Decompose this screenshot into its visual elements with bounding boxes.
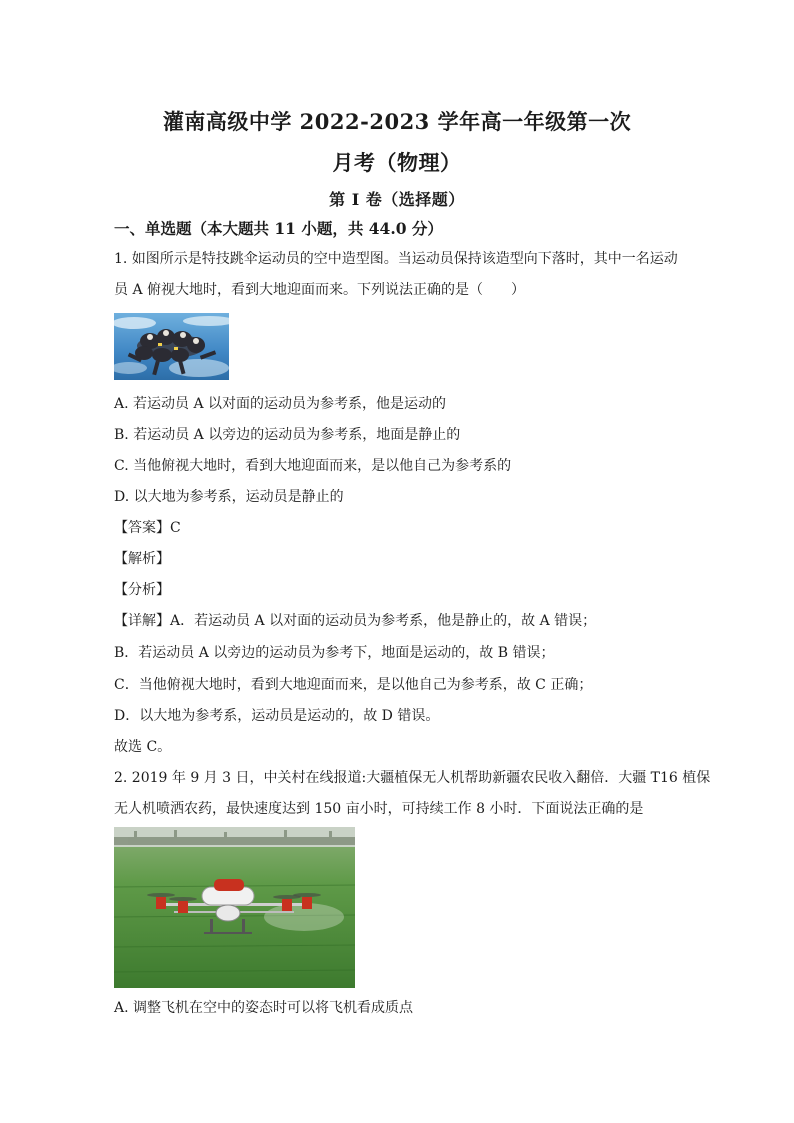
- q1-answer: 【答案】C: [114, 520, 181, 536]
- exam-title-line2: 月考（物理）: [332, 150, 462, 175]
- q2-option-a: A. 调整飞机在空中的姿态时可以将飞机看成质点: [114, 1000, 414, 1016]
- q1-stem-line1: 1. 如图所示是特技跳伞运动员的空中造型图。当运动员保持该造型向下落时，其中一名运动: [114, 251, 678, 267]
- agricultural-drone-image: [114, 827, 355, 988]
- exam-title-line1: 灌南高级中学 2022-2023 学年高一年级第一次: [162, 109, 632, 134]
- q2-stem-line1: 2. 2019 年 9 月 3 日，中关村在线报道:大疆植保无人机帮助新疆农民收入翻倍．大疆 T16 植保: [114, 770, 711, 786]
- q1-fenxi-label: 【分析】: [114, 582, 170, 598]
- q1-option-d: D. 以大地为参考系，运动员是静止的: [114, 489, 344, 505]
- q1-option-b: B. 若运动员 A 以旁边的运动员为参考系，地面是静止的: [114, 427, 461, 443]
- q1-stem-line2: 员 A 俯视大地时，看到大地迎面而来。下列说法正确的是（ ）: [114, 282, 526, 298]
- q1-option-c: C. 当他俯视大地时，看到大地迎面而来，是以他自己为参考系的: [114, 458, 512, 474]
- skydivers-formation-image: [114, 313, 229, 380]
- q1-option-a: A. 若运动员 A 以对面的运动员为参考系，他是运动的: [114, 396, 447, 412]
- q1-detail-c: C．当他俯视大地时，看到大地迎面而来，是以他自己为参考系，故 C 正确；: [114, 677, 593, 693]
- q1-detail-d: D．以大地为参考系，运动员是运动的，故 D 错误。: [114, 708, 440, 724]
- section-heading: 一、单选题（本大题共 11 小题，共 44.0 分）: [114, 219, 443, 238]
- q1-detail-a: 【详解】A．若运动员 A 以对面的运动员为参考系，他是静止的，故 A 错误；: [114, 613, 597, 629]
- q1-analysis-label: 【解析】: [114, 551, 170, 567]
- q1-detail-b: B．若运动员 A 以旁边的运动员为参考下，地面是运动的，故 B 错误；: [114, 645, 555, 661]
- q2-stem-line2: 无人机喷洒农药，最快速度达到 150 亩小时，可持续工作 8 小时．下面说法正确的是: [114, 801, 644, 817]
- q1-conclusion: 故选 C。: [114, 739, 172, 755]
- volume-heading: 第 I 卷（选择题）: [329, 190, 465, 209]
